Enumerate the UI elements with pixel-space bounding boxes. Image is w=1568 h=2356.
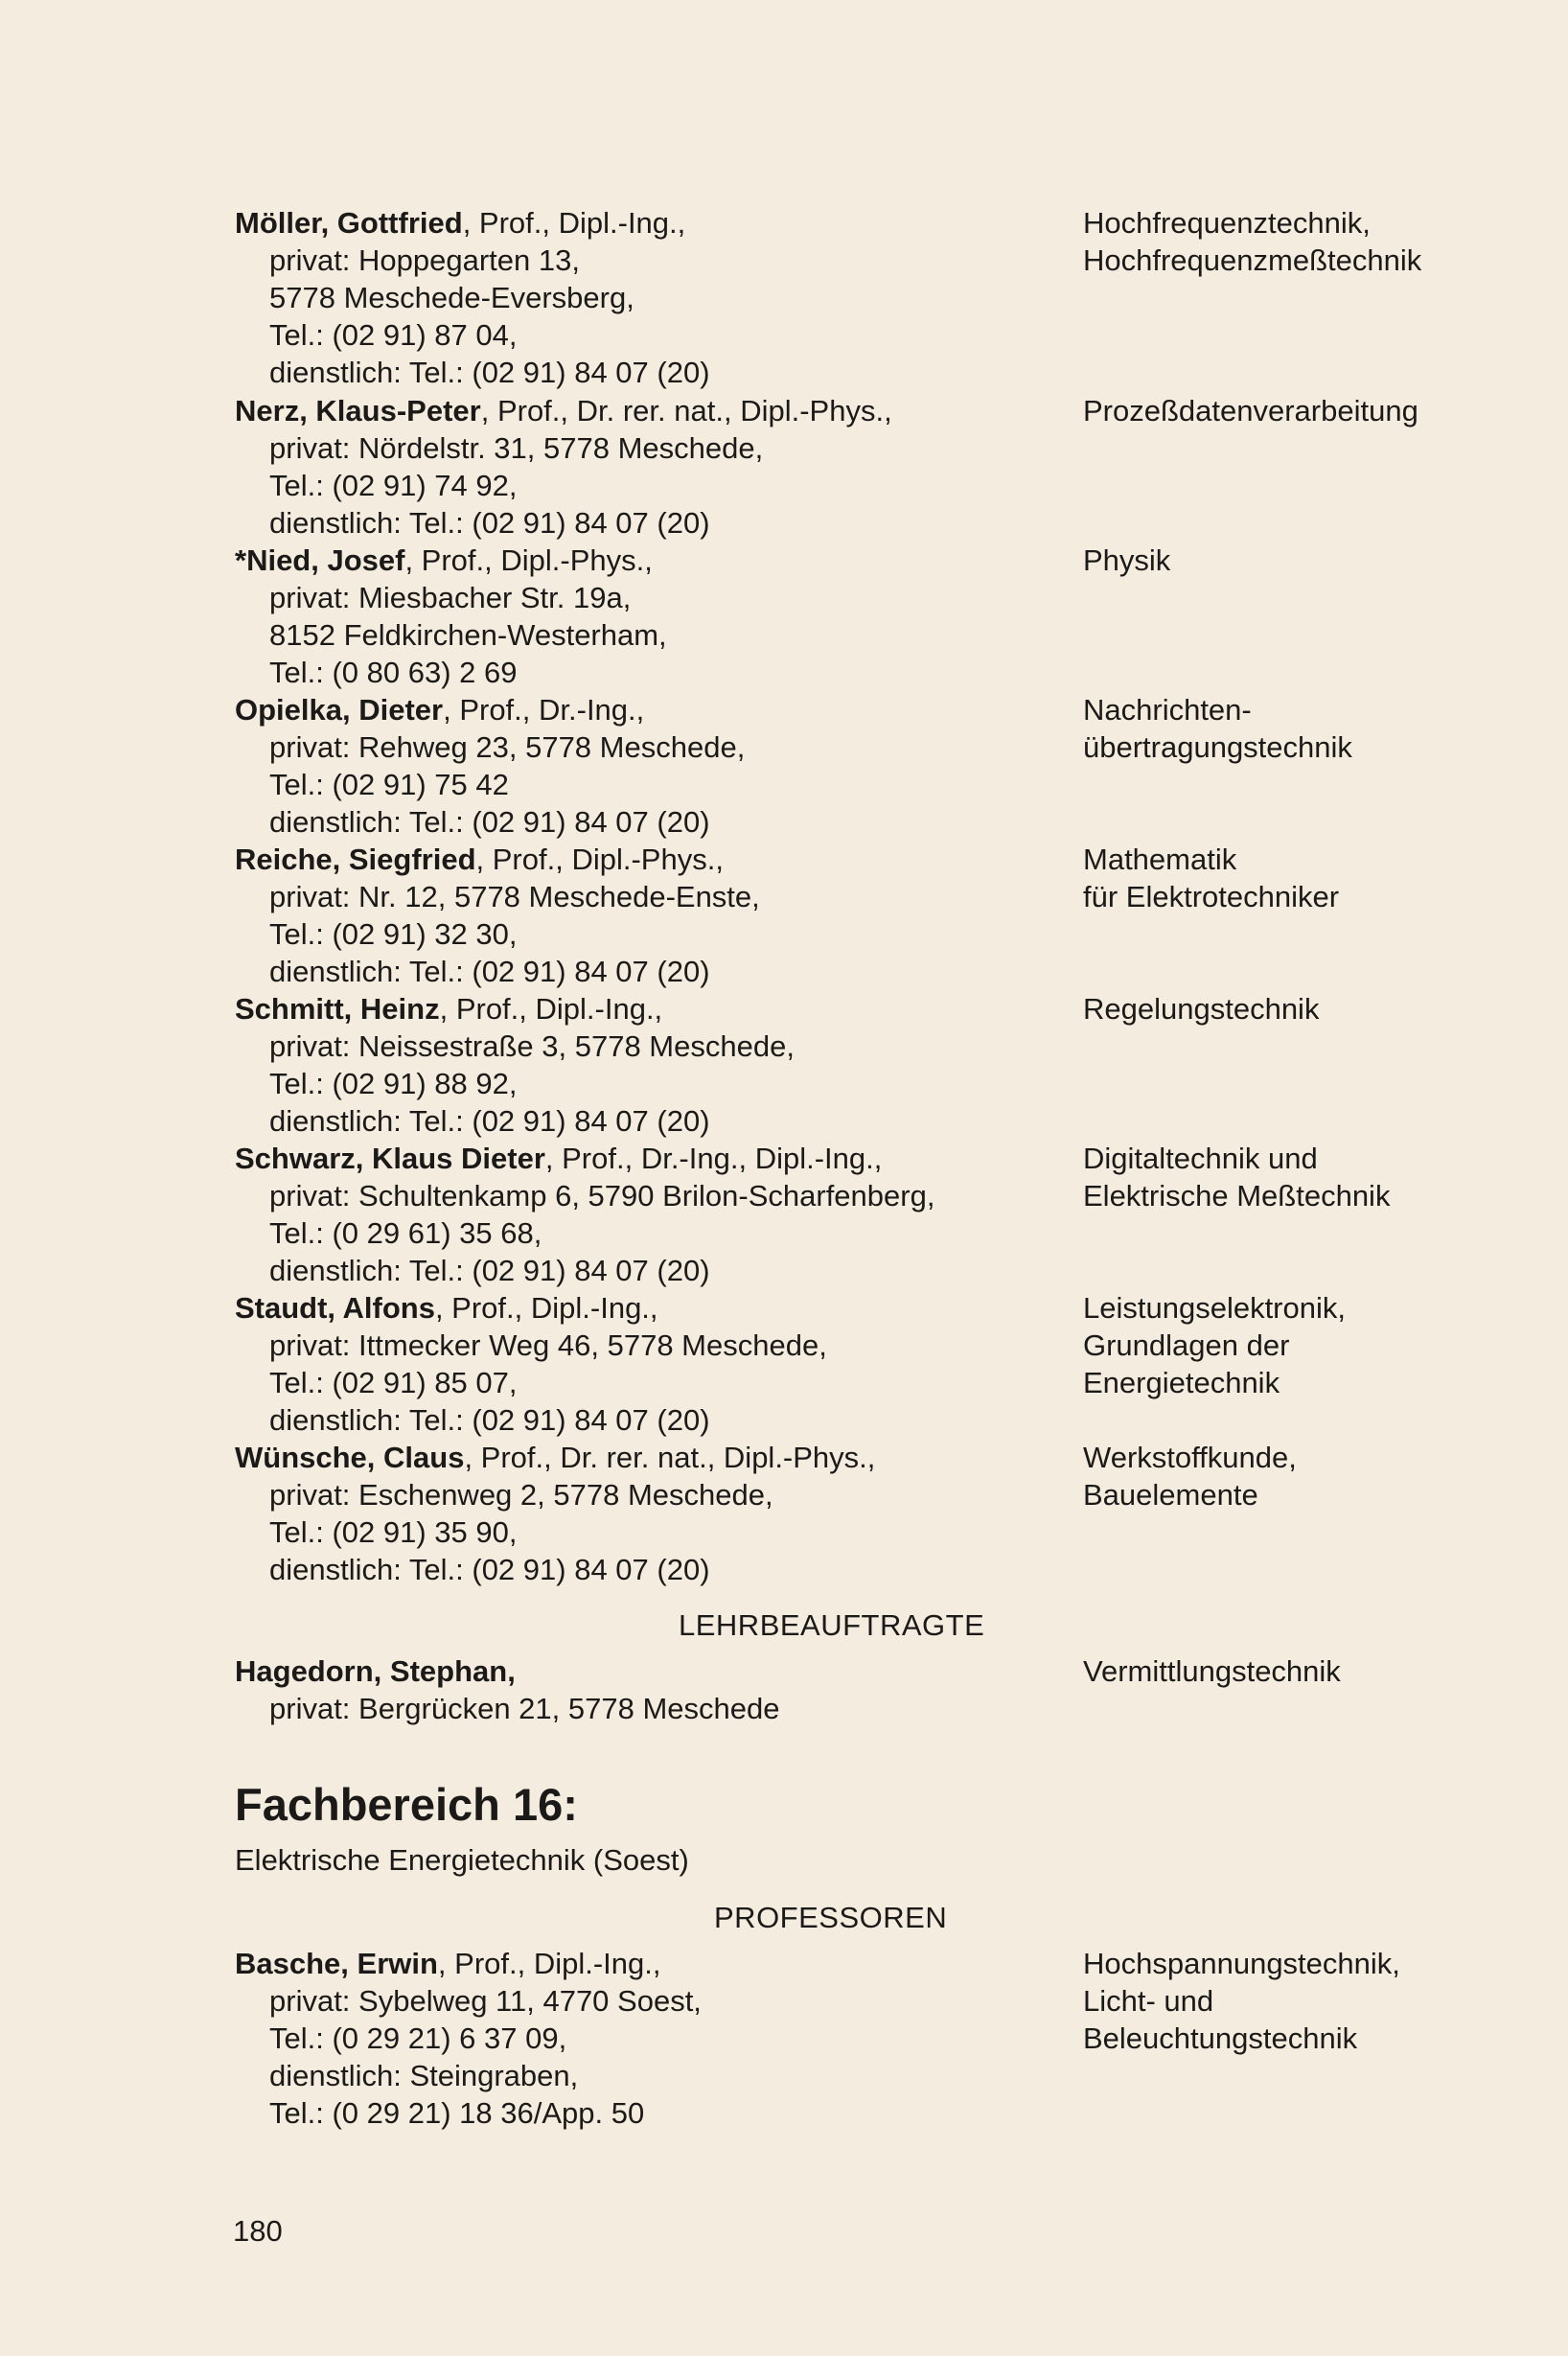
entry-basche bbox=[235, 1945, 1059, 2132]
subject-line: Hochfrequenzmeßtechnik bbox=[1083, 243, 1422, 277]
subject-schwarz bbox=[1083, 1140, 1543, 1214]
entry-line: Tel.: (02 91) 87 04, bbox=[269, 318, 518, 352]
entry-line: 8152 Feldkirchen-Westerham, bbox=[269, 618, 667, 652]
entry-title: , Prof., Dr.-Ing., Dipl.-Ing., bbox=[544, 1142, 883, 1175]
entry-name: *Nied, Josef bbox=[235, 543, 405, 577]
subject-line: Prozeßdatenverarbeitung bbox=[1083, 394, 1418, 427]
entry-title: , Prof., Dipl.-Ing., bbox=[437, 1947, 661, 1980]
entry-name: Nerz, Klaus-Peter bbox=[235, 394, 481, 427]
entry-line: Tel.: (02 91) 75 42 bbox=[269, 768, 509, 801]
entry-schmitt bbox=[235, 990, 1059, 1140]
entry-title: , Prof., Dr. rer. nat., Dipl.-Phys., bbox=[480, 394, 892, 427]
entry-moeller bbox=[235, 204, 1059, 391]
entry-name: Schwarz, Klaus Dieter bbox=[235, 1142, 545, 1175]
entry-line: dienstlich: Tel.: (02 91) 84 07 (20) bbox=[269, 356, 710, 389]
entry-line: Tel.: (0 29 21) 6 37 09, bbox=[269, 2021, 567, 2055]
entry-title: , Prof., Dipl.-Ing., bbox=[462, 206, 686, 240]
entry-line: privat: Bergrücken 21, 5778 Meschede bbox=[269, 1692, 780, 1725]
entry-name: Möller, Gottfried bbox=[235, 206, 463, 240]
entry-line: dienstlich: Tel.: (02 91) 84 07 (20) bbox=[269, 1104, 710, 1138]
subject-line: Werkstoffkunde, bbox=[1083, 1441, 1297, 1474]
subject-hagedorn bbox=[1083, 1652, 1543, 1690]
entry-line: dienstlich: Tel.: (02 91) 84 07 (20) bbox=[269, 805, 710, 839]
entry-schwarz bbox=[235, 1140, 1059, 1289]
subject-line: übertragungstechnik bbox=[1083, 730, 1352, 764]
subject-schmitt bbox=[1083, 990, 1543, 1028]
entry-name: Hagedorn, Stephan, bbox=[235, 1654, 516, 1688]
entry-line: Tel.: (02 91) 35 90, bbox=[269, 1515, 518, 1549]
entry-line: Tel.: (02 91) 85 07, bbox=[269, 1366, 518, 1399]
entry-line: privat: Neissestraße 3, 5778 Meschede, bbox=[269, 1029, 795, 1063]
entry-line: Tel.: (0 29 21) 18 36/App. 50 bbox=[269, 2096, 645, 2130]
subject-nerz bbox=[1083, 392, 1543, 429]
subject-line: für Elektrotechniker bbox=[1083, 880, 1340, 913]
entry-title: , Prof., Dipl.-Phys., bbox=[475, 843, 724, 876]
entry-line: Tel.: (0 80 63) 2 69 bbox=[269, 656, 518, 689]
entry-line: privat: Nördelstr. 31, 5778 Meschede, bbox=[269, 431, 764, 465]
subject-line: Licht- und bbox=[1083, 1984, 1214, 2018]
subject-line: Mathematik bbox=[1083, 843, 1237, 876]
entry-reiche bbox=[235, 841, 1059, 990]
entry-line: privat: Hoppegarten 13, bbox=[269, 243, 580, 277]
entry-wuensche bbox=[235, 1439, 1059, 1588]
entry-line: Tel.: (0 29 61) 35 68, bbox=[269, 1216, 542, 1250]
entry-line: privat: Miesbacher Str. 19a, bbox=[269, 581, 632, 614]
entry-title: , Prof., Dipl.-Phys., bbox=[404, 543, 653, 577]
entry-line: dienstlich: Tel.: (02 91) 84 07 (20) bbox=[269, 955, 710, 988]
subject-nied bbox=[1083, 542, 1543, 579]
subject-line: Digitaltechnik und bbox=[1083, 1142, 1318, 1175]
subject-line: Vermittlungstechnik bbox=[1083, 1654, 1341, 1688]
entry-line: Tel.: (02 91) 74 92, bbox=[269, 469, 518, 502]
fachbereich-subtitle: Elektrische Energietechnik (Soest) bbox=[235, 1843, 689, 1877]
entry-nerz bbox=[235, 392, 1059, 542]
entry-line: dienstlich: Tel.: (02 91) 84 07 (20) bbox=[269, 506, 710, 540]
entry-name: Basche, Erwin bbox=[235, 1947, 438, 1980]
entry-line: privat: Ittmecker Weg 46, 5778 Meschede, bbox=[269, 1328, 827, 1362]
subject-moeller bbox=[1083, 204, 1543, 279]
subject-line: Energietechnik bbox=[1083, 1366, 1280, 1399]
page-number: 180 bbox=[233, 2214, 283, 2248]
fachbereich-title: Fachbereich 16: bbox=[235, 1779, 578, 1830]
subject-staudt bbox=[1083, 1289, 1543, 1401]
entry-line: privat: Schultenkamp 6, 5790 Brilon-Scharfenberg, bbox=[269, 1179, 935, 1213]
subject-line: Hochfrequenztechnik, bbox=[1083, 206, 1371, 240]
entry-line: dienstlich: Tel.: (02 91) 84 07 (20) bbox=[269, 1403, 710, 1437]
entry-line: privat: Rehweg 23, 5778 Meschede, bbox=[269, 730, 746, 764]
entry-title: , Prof., Dr. rer. nat., Dipl.-Phys., bbox=[464, 1441, 876, 1474]
entry-line: dienstlich: Tel.: (02 91) 84 07 (20) bbox=[269, 1254, 710, 1287]
entry-line: Tel.: (02 91) 88 92, bbox=[269, 1067, 518, 1100]
entry-line: dienstlich: Steingraben, bbox=[269, 2059, 579, 2092]
section-label-lehrbeauftragte: LEHRBEAUFTRAGTE bbox=[679, 1608, 985, 1642]
subject-wuensche bbox=[1083, 1439, 1543, 1513]
entry-nied bbox=[235, 542, 1059, 691]
entry-name: Schmitt, Heinz bbox=[235, 992, 440, 1026]
entry-line: privat: Nr. 12, 5778 Meschede-Enste, bbox=[269, 880, 760, 913]
entry-title: , Prof., Dr.-Ing., bbox=[443, 693, 645, 727]
subject-line: Grundlagen der bbox=[1083, 1328, 1290, 1362]
entry-name: Wünsche, Claus bbox=[235, 1441, 465, 1474]
entry-staudt bbox=[235, 1289, 1059, 1439]
entry-opielka bbox=[235, 691, 1059, 841]
subject-line: Physik bbox=[1083, 543, 1171, 577]
subject-line: Nachrichten- bbox=[1083, 693, 1252, 727]
entry-name: Staudt, Alfons bbox=[235, 1291, 435, 1325]
subject-opielka bbox=[1083, 691, 1543, 766]
entry-line: privat: Sybelweg 11, 4770 Soest, bbox=[269, 1984, 702, 2018]
entry-name: Opielka, Dieter bbox=[235, 693, 444, 727]
entry-line: 5778 Meschede-Eversberg, bbox=[269, 281, 634, 314]
entry-line: privat: Eschenweg 2, 5778 Meschede, bbox=[269, 1478, 773, 1512]
subject-basche bbox=[1083, 1945, 1543, 2057]
subject-line: Regelungstechnik bbox=[1083, 992, 1320, 1026]
subject-line: Bauelemente bbox=[1083, 1478, 1258, 1512]
subject-line: Beleuchtungstechnik bbox=[1083, 2021, 1358, 2055]
entry-hagedorn bbox=[235, 1652, 1059, 1727]
subject-line: Hochspannungstechnik, bbox=[1083, 1947, 1400, 1980]
entry-line: Tel.: (02 91) 32 30, bbox=[269, 917, 518, 951]
entry-name: Reiche, Siegfried bbox=[235, 843, 476, 876]
section-label-professoren: PROFESSOREN bbox=[714, 1901, 948, 1934]
subject-line: Leistungselektronik, bbox=[1083, 1291, 1346, 1325]
subject-reiche bbox=[1083, 841, 1543, 915]
entry-line: dienstlich: Tel.: (02 91) 84 07 (20) bbox=[269, 1553, 710, 1586]
entry-title: , Prof., Dipl.-Ing., bbox=[434, 1291, 658, 1325]
subject-line: Elektrische Meßtechnik bbox=[1083, 1179, 1391, 1213]
entry-title: , Prof., Dipl.-Ing., bbox=[439, 992, 663, 1026]
